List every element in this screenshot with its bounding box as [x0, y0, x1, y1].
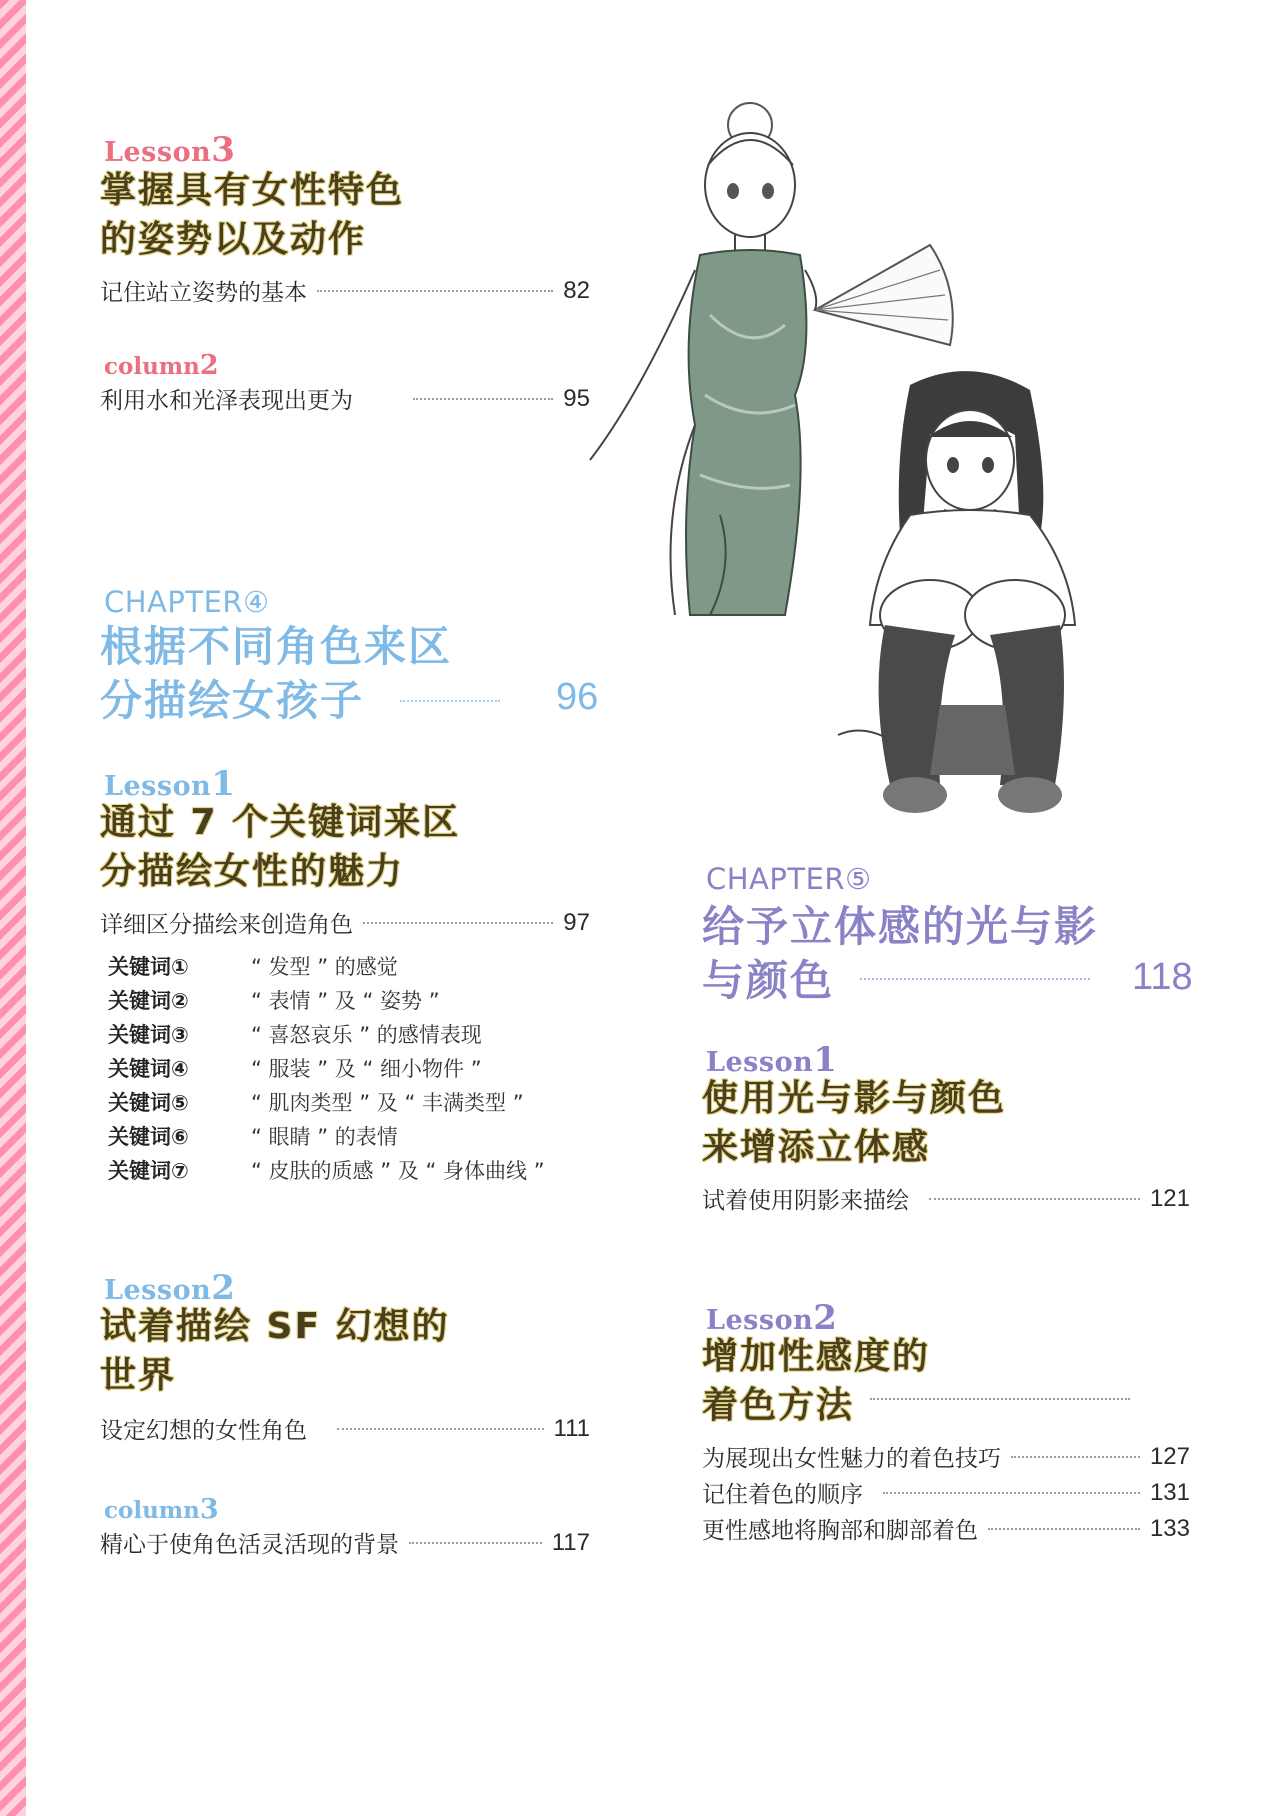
- ch5-lesson2-entry-1[interactable]: [702, 1440, 1190, 1473]
- keyword-desc: “ 喜怒哀乐 ” 的感情表现: [251, 1023, 482, 1047]
- ch4-lesson1-title-line2: 分描绘女性的魅力: [100, 851, 405, 892]
- leader-dots: [317, 290, 553, 292]
- entry-page: 117: [551, 1528, 590, 1556]
- entry-text: 设定幻想的女性角色: [100, 1418, 307, 1444]
- keyword-list: [108, 950, 545, 1188]
- entry-text: 利用水和光泽表现出更为: [100, 388, 353, 414]
- chapter5-page: 118: [1132, 956, 1193, 998]
- entry-page: 111: [553, 1414, 590, 1442]
- entry-text: 为展现出女性魅力的着色技巧: [702, 1446, 1001, 1472]
- chapter5-leader-dots: [860, 978, 1090, 980]
- keyword-row[interactable]: [108, 984, 545, 1018]
- chapter5-title-line1: 给予立体感的光与影: [702, 902, 1099, 951]
- entry-page: 121: [1149, 1184, 1190, 1212]
- keyword-row[interactable]: [108, 1086, 545, 1120]
- ch5-lesson1-title-line1: 使用光与影与颜色: [702, 1078, 1007, 1119]
- leader-dots: [363, 922, 553, 924]
- leader-dots: [337, 1428, 544, 1430]
- column3-entry[interactable]: [100, 1526, 590, 1559]
- entry-page: 82: [563, 276, 590, 304]
- keyword-desc: “ 服装 ” 及 “ 细小物件 ”: [251, 1057, 482, 1081]
- keyword-desc: “ 眼睛 ” 的表情: [251, 1125, 398, 1149]
- entry-text: 精心于使角色活灵活现的背景: [100, 1532, 399, 1558]
- keyword-label: 关键词③: [108, 1023, 189, 1047]
- ch5-lesson2-entry-3[interactable]: [702, 1512, 1190, 1545]
- entry-page: 95: [563, 384, 590, 412]
- ch5-lesson2-title-line1: 增加性感度的: [702, 1336, 931, 1377]
- ch4-lesson1-title: [100, 798, 460, 896]
- entry-page: 131: [1149, 1478, 1190, 1506]
- keyword-label: 关键词⑦: [108, 1159, 189, 1183]
- chapter5-title: [702, 900, 1098, 1008]
- entry-page: 133: [1149, 1514, 1190, 1542]
- ch5-lesson1-title: [702, 1074, 1006, 1172]
- keyword-label: 关键词⑤: [108, 1091, 189, 1115]
- ch5-lesson1-tag-number: 1: [813, 1040, 838, 1080]
- column2-entry[interactable]: [100, 382, 590, 415]
- keyword-desc: “ 表情 ” 及 “ 姿势 ”: [251, 989, 440, 1013]
- ch5-lesson1-tag-text: Lesson: [706, 1047, 814, 1078]
- ch5-lesson2-title-line2: 着色方法: [702, 1385, 855, 1426]
- ch4-lesson1-tag-text: Lesson: [104, 771, 212, 802]
- chapter4-label: CHAPTER④: [104, 585, 270, 619]
- chapter4-title-line2: 分描绘女孩子: [100, 676, 365, 725]
- ch5-lesson2-title-leader: [870, 1398, 1130, 1400]
- ch4-lesson2-title-line2: 世界: [100, 1355, 177, 1396]
- lesson3-title-line1: 掌握具有女性特色: [100, 170, 405, 211]
- entry-text: 详细区分描绘来创造角色: [100, 912, 353, 938]
- ch5-lesson2-tag-text: Lesson: [706, 1305, 814, 1336]
- keyword-label: 关键词②: [108, 989, 189, 1013]
- lesson3-entry[interactable]: [100, 274, 590, 307]
- entry-text: 记住站立姿势的基本: [100, 280, 307, 306]
- keyword-row[interactable]: [108, 950, 545, 984]
- schoolgirl-illustration: [840, 365, 1150, 825]
- decorative-stripe: [0, 0, 26, 1816]
- keyword-label: 关键词①: [108, 955, 189, 979]
- lesson3-title-line2: 的姿势以及动作: [100, 219, 367, 260]
- ch4-lesson1-entry[interactable]: [100, 906, 590, 939]
- entry-text: 记住着色的顺序: [702, 1482, 863, 1508]
- entry-text: 更性感地将胸部和脚部着色: [702, 1518, 978, 1544]
- keyword-row[interactable]: [108, 1154, 545, 1188]
- lesson3-tag-number: 3: [211, 130, 236, 170]
- ch5-lesson2-title: [702, 1332, 930, 1430]
- keyword-row[interactable]: [108, 1052, 545, 1086]
- column3-tag-number: 3: [199, 1494, 219, 1525]
- keyword-desc: “ 发型 ” 的感觉: [251, 955, 398, 979]
- ch5-lesson2-entry-2[interactable]: [702, 1476, 1190, 1509]
- ch4-lesson2-title-line1: 试着描绘 SF 幻想的: [100, 1306, 450, 1347]
- chapter4-leader-dots: [400, 700, 500, 702]
- ch5-lesson1-title-line2: 来增添立体感: [702, 1127, 931, 1168]
- chapter4-title-line1: 根据不同角色来区: [100, 622, 453, 671]
- leader-dots: [409, 1542, 542, 1544]
- leader-dots: [929, 1198, 1140, 1200]
- column2-tag-number: 2: [199, 350, 219, 381]
- lesson3-tag: [104, 130, 235, 170]
- ch5-lesson1-entry[interactable]: [702, 1182, 1190, 1215]
- lesson3-title: [100, 166, 404, 264]
- chapter5-label: CHAPTER⑤: [706, 862, 872, 896]
- chapter4-title: [100, 620, 452, 728]
- column3-tag: [104, 1494, 219, 1525]
- ch4-lesson1-title-line1: 通过 7 个关键词来区: [100, 802, 461, 843]
- entry-page: 97: [563, 908, 590, 936]
- column3-tag-text: column: [104, 1497, 200, 1524]
- ch4-lesson2-tag-number: 2: [211, 1268, 236, 1308]
- column2-tag-text: column: [104, 353, 200, 380]
- keyword-row[interactable]: [108, 1120, 545, 1154]
- leader-dots: [1011, 1456, 1140, 1458]
- keyword-label: 关键词⑥: [108, 1125, 189, 1149]
- keyword-desc: “ 肌肉类型 ” 及 “ 丰满类型 ”: [251, 1091, 524, 1115]
- entry-page: 127: [1149, 1442, 1190, 1470]
- ch4-lesson2-title: [100, 1302, 450, 1400]
- lesson3-tag-text: Lesson: [104, 137, 212, 168]
- leader-dots: [988, 1528, 1140, 1530]
- leader-dots: [413, 398, 553, 400]
- leader-dots: [883, 1492, 1140, 1494]
- keyword-row[interactable]: [108, 1018, 545, 1052]
- ch4-lesson2-entry[interactable]: [100, 1412, 590, 1445]
- ch4-lesson1-tag-number: 1: [211, 764, 236, 804]
- ch5-lesson2-tag-number: 2: [813, 1298, 838, 1338]
- entry-text: 试着使用阴影来描绘: [702, 1188, 909, 1214]
- chapter5-title-line2: 与颜色: [702, 956, 835, 1005]
- chapter4-page: 96: [556, 676, 599, 718]
- keyword-desc: “ 皮肤的质感 ” 及 “ 身体曲线 ”: [251, 1159, 545, 1183]
- column2-tag: [104, 350, 219, 381]
- ch4-lesson2-tag-text: Lesson: [104, 1275, 212, 1306]
- keyword-label: 关键词④: [108, 1057, 189, 1081]
